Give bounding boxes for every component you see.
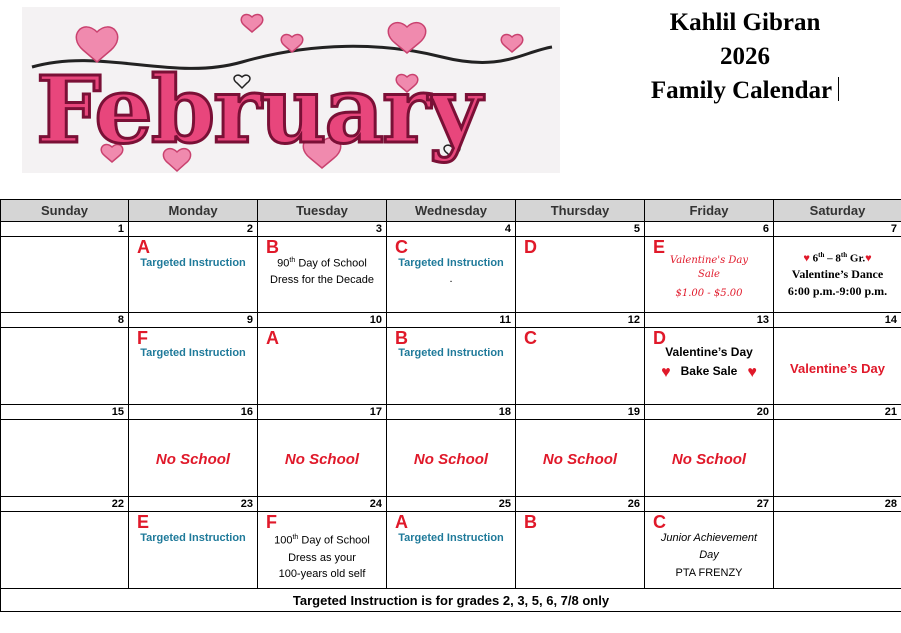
day-cell-7	[774, 237, 901, 313]
day-cell-23	[129, 512, 258, 589]
date-number: 13	[645, 313, 774, 328]
date-number: 17	[258, 405, 387, 420]
header-thursday: Thursday	[516, 200, 645, 222]
targeted-instruction-note: Targeted Instruction	[140, 347, 246, 359]
day-cell-2	[129, 237, 258, 313]
event-pta-frenzy: PTA FRENZY	[675, 567, 743, 579]
week-3-content	[1, 420, 901, 497]
event-90th-day: 90th Day of School	[277, 257, 367, 270]
heart-icon: ♥	[747, 364, 757, 381]
event-dress-as: Dress as your	[288, 552, 356, 564]
rotation-letter: A	[395, 512, 408, 532]
date-number: 4	[387, 222, 516, 237]
week-4-content	[1, 512, 901, 589]
calendar-heading	[630, 6, 860, 108]
rotation-letter: E	[653, 237, 666, 257]
day-cell-10	[258, 328, 387, 405]
day-cell-13	[645, 328, 774, 405]
date-number: 24	[258, 497, 387, 512]
targeted-instruction-note: Targeted Instruction	[140, 532, 246, 544]
rotation-letter: C	[653, 512, 666, 532]
rotation-letter: D	[524, 237, 537, 257]
rotation-letter: C	[395, 237, 408, 257]
rotation-letter: B	[395, 328, 408, 348]
event-dance-time: 6:00 p.m.-9:00 p.m.	[787, 284, 888, 298]
week-4-numbers	[1, 497, 901, 512]
day-cell-21	[774, 420, 901, 497]
day-cell-6	[645, 237, 774, 313]
week-2-content	[1, 328, 901, 405]
date-number: 7	[774, 222, 901, 237]
day-cell-3	[258, 237, 387, 313]
no-school-note: No School	[155, 451, 231, 468]
rotation-letter: B	[524, 512, 537, 532]
week-2-numbers	[1, 313, 901, 328]
event-valentine-bake: Valentine’s Day	[665, 345, 753, 359]
date-number: 22	[1, 497, 129, 512]
day-cell-22	[1, 512, 129, 589]
no-school-note: No School	[671, 451, 747, 468]
rotation-letter: F	[266, 512, 277, 532]
rotation-letter: B	[266, 237, 279, 257]
date-number: 28	[774, 497, 901, 512]
february-wordmark	[22, 7, 560, 173]
targeted-instruction-note: Targeted Instruction	[398, 347, 504, 359]
svg-text:February: February	[36, 56, 481, 164]
event-100-years-old: 100-years old self	[278, 568, 366, 580]
date-number: 26	[516, 497, 645, 512]
date-number: 12	[516, 313, 645, 328]
date-number: 23	[129, 497, 258, 512]
calendar-year: 2026	[720, 43, 770, 70]
day-cell-12	[516, 328, 645, 405]
rotation-letter: F	[137, 328, 148, 348]
day-cell-9	[129, 328, 258, 405]
day-cell-26	[516, 512, 645, 589]
rotation-letter: A	[137, 237, 150, 257]
event-valentines-day: Valentine’s Day	[790, 361, 885, 376]
date-number: 16	[129, 405, 258, 420]
date-number: 25	[387, 497, 516, 512]
no-school-note: No School	[413, 451, 489, 468]
date-number: 11	[387, 313, 516, 328]
date-number: 19	[516, 405, 645, 420]
day-cell-25	[387, 512, 516, 589]
header-wednesday: Wednesday	[387, 200, 516, 222]
day-cell-19	[516, 420, 645, 497]
event-junior-achievement: Junior Achievement	[660, 532, 758, 544]
date-number: 21	[774, 405, 901, 420]
targeted-instruction-note: Targeted Instruction	[398, 257, 504, 269]
event-dress-decade: Dress for the Decade	[270, 274, 374, 286]
event-day-word: Day	[699, 549, 719, 561]
february-banner	[22, 7, 560, 173]
rotation-letter: C	[524, 328, 537, 348]
week-1-content	[1, 237, 901, 313]
event-100th-day: 100th Day of School	[274, 534, 370, 547]
day-cell-15	[1, 420, 129, 497]
header-sunday: Sunday	[1, 200, 129, 222]
footer-row	[1, 589, 901, 612]
calendar-title: Family Calendar	[630, 74, 860, 108]
event-bake-sale: ♥ Bake Sale ♥	[661, 364, 757, 381]
heart-icon: ♥	[803, 252, 810, 265]
rotation-letter: D	[653, 328, 666, 348]
header-monday: Monday	[129, 200, 258, 222]
date-number: 27	[645, 497, 774, 512]
date-number: 3	[258, 222, 387, 237]
weekday-header-row	[1, 200, 901, 222]
calendar-grid	[0, 199, 901, 612]
header-tuesday: Tuesday	[258, 200, 387, 222]
day-cell-18	[387, 420, 516, 497]
event-sale-word: Sale	[698, 269, 720, 280]
day-cell-4	[387, 237, 516, 313]
date-number: 6	[645, 222, 774, 237]
period-mark: .	[449, 273, 453, 285]
date-number: 1	[1, 222, 129, 237]
day-cell-20	[645, 420, 774, 497]
date-number: 5	[516, 222, 645, 237]
event-valentine-dance: Valentine’s Dance	[791, 267, 884, 281]
day-cell-27	[645, 512, 774, 589]
day-cell-24	[258, 512, 387, 589]
date-number: 2	[129, 222, 258, 237]
rotation-letter: A	[266, 328, 279, 348]
targeted-instruction-note: Targeted Instruction	[398, 532, 504, 544]
week-3-numbers	[1, 405, 901, 420]
date-number: 14	[774, 313, 901, 328]
event-sale-price: $1.00 - $5.00	[675, 288, 743, 299]
day-cell-28	[774, 512, 901, 589]
day-cell-1	[1, 237, 129, 313]
day-cell-5	[516, 237, 645, 313]
rotation-letter: E	[137, 512, 150, 532]
day-cell-16	[129, 420, 258, 497]
event-valentine-sale: Valentine's Day	[669, 255, 749, 266]
date-number: 10	[258, 313, 387, 328]
heart-icon: ♥	[865, 252, 872, 265]
day-cell-8	[1, 328, 129, 405]
date-number: 8	[1, 313, 129, 328]
header-saturday: Saturday	[774, 200, 901, 222]
week-1-numbers	[1, 222, 901, 237]
day-cell-17	[258, 420, 387, 497]
date-number: 18	[387, 405, 516, 420]
day-cell-14	[774, 328, 901, 405]
date-number: 15	[1, 405, 129, 420]
school-name: Kahlil Gibran	[669, 9, 821, 36]
heart-icon: ♥	[661, 364, 671, 381]
text-cursor	[838, 77, 839, 101]
header-friday: Friday	[645, 200, 774, 222]
day-cell-11	[387, 328, 516, 405]
event-grade-range: ♥ 6th – 8th Gr.♥	[803, 251, 872, 265]
no-school-note: No School	[284, 451, 360, 468]
no-school-note: No School	[542, 451, 618, 468]
footer-note: Targeted Instruction is for grades 2, 3, 5, 6, 7/8 only	[1, 589, 901, 612]
targeted-instruction-note: Targeted Instruction	[140, 257, 246, 269]
date-number: 9	[129, 313, 258, 328]
date-number: 20	[645, 405, 774, 420]
